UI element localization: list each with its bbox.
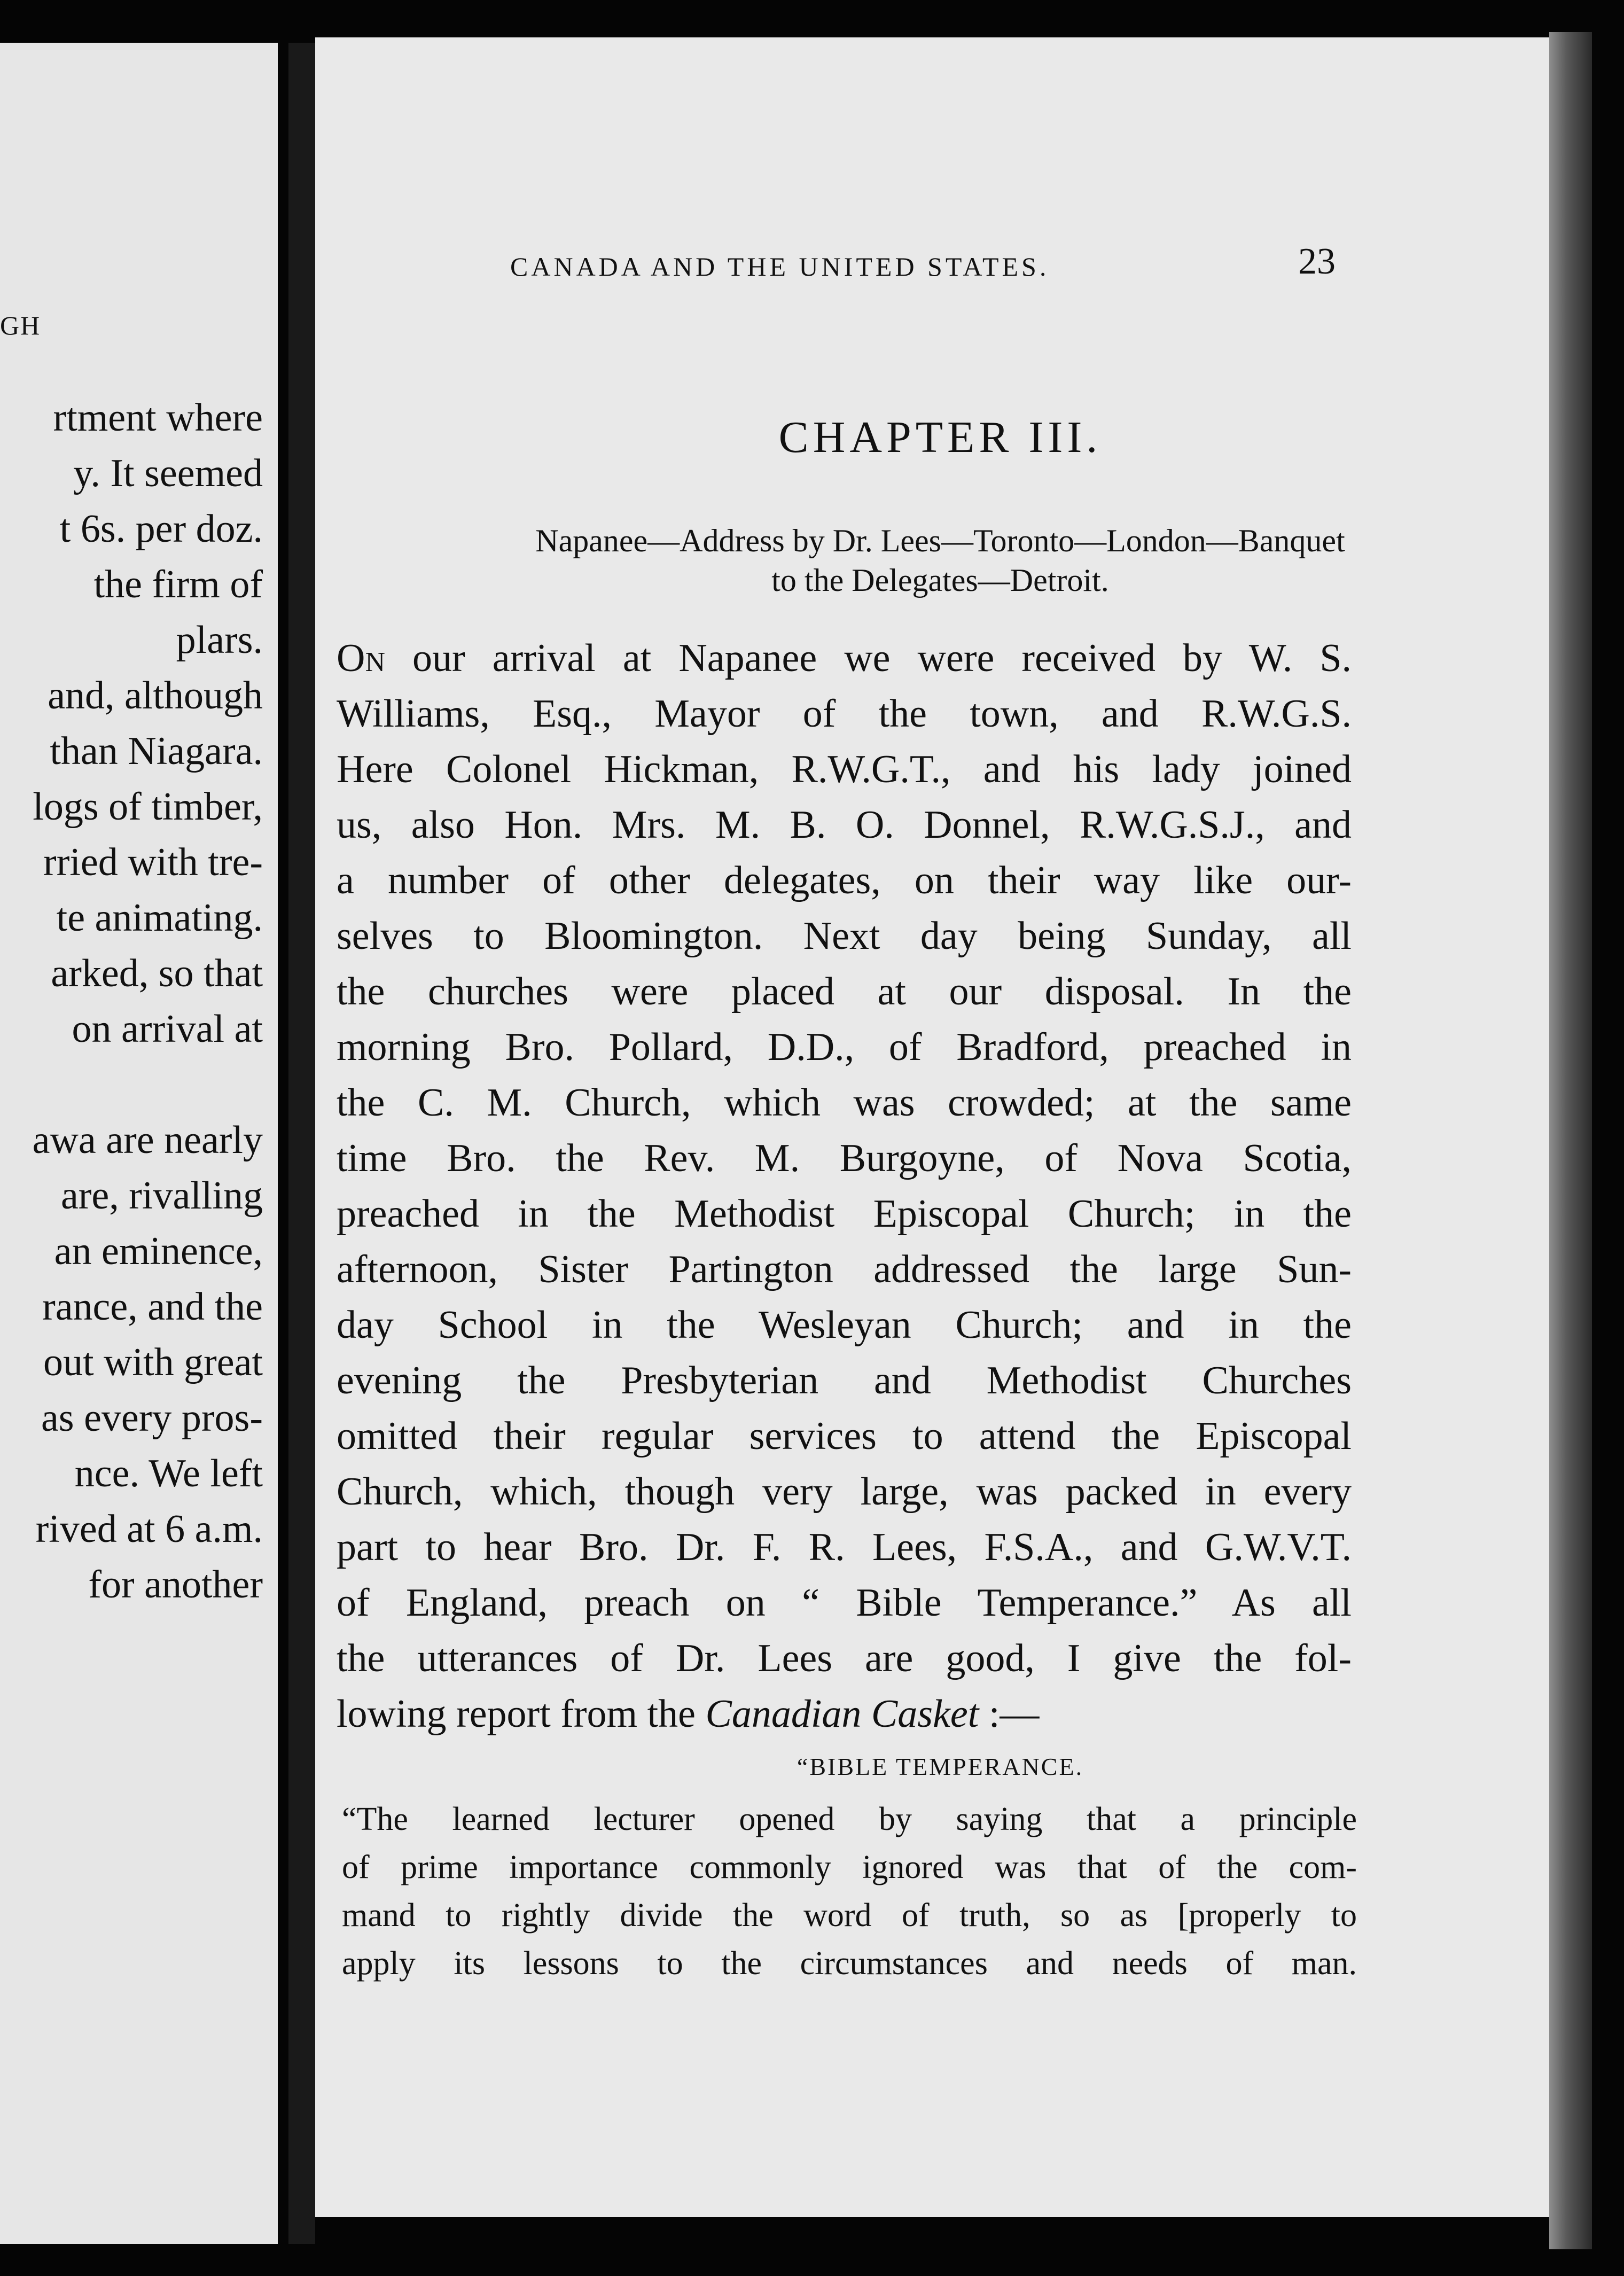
left-page-line: the firm of: [93, 563, 263, 606]
quote-line: of prime importance commonly ignored was that of the com-: [342, 1849, 1357, 1885]
body-line: a number of other delegates, on their way like our-: [337, 859, 1352, 902]
chapter-summary-line: to the Delegates—Detroit.: [771, 563, 1109, 598]
body-line: day School in the Wesleyan Church; and in the: [337, 1303, 1352, 1347]
chapter-summary-line: Napanee—Address by Dr. Lees—Toronto—London—Banquet: [535, 523, 1345, 558]
section-heading: “BIBLE TEMPERANCE.: [797, 1753, 1084, 1780]
body-line: preached in the Methodist Episcopal Church; in the: [337, 1192, 1352, 1236]
left-page-line: rived at 6 a.m.: [35, 1507, 263, 1551]
running-head: CANADA AND THE UNITED STATES.: [510, 252, 1050, 282]
left-page-line: for another: [88, 1563, 263, 1607]
left-page-line: on arrival at: [72, 1007, 263, 1051]
left-page-line: rance, and the: [42, 1285, 263, 1329]
body-line: the churches were placed at our disposal. In the: [337, 970, 1352, 1014]
left-page-fragment: [0, 43, 278, 2244]
left-page-line: logs of timber,: [33, 785, 263, 829]
left-page-line: t 6s. per doz.: [59, 507, 263, 551]
left-page-line: te animating.: [56, 896, 263, 940]
body-text: [337, 630, 1352, 1742]
left-page-line: rtment where: [53, 396, 263, 440]
publication-title: Canadian Casket: [705, 1692, 979, 1736]
body-line-rest: our arrival at Napanee we were received by W. S.: [385, 636, 1352, 680]
left-page-line: nce. We left: [74, 1452, 263, 1495]
body-line: evening the Presbyterian and Methodist Churches: [337, 1359, 1352, 1402]
quote-line: “The learned lecturer opened by saying that a principle: [342, 1801, 1357, 1837]
left-page-line: plars.: [176, 618, 263, 662]
left-page-text: [0, 390, 263, 1612]
body-line: Williams, Esq., Mayor of the town, and R.W.G.S.: [337, 692, 1352, 736]
body-line: morning Bro. Pollard, D.D., of Bradford, preached in: [337, 1025, 1352, 1069]
body-line-suffix: :—: [979, 1692, 1040, 1736]
quote-line: mand to rightly divide the word of truth, so as [properly to: [342, 1897, 1357, 1934]
page-number: 23: [1298, 241, 1336, 282]
left-page-line: are, rivalling: [60, 1174, 263, 1218]
body-line: [337, 630, 1352, 686]
right-page: [315, 37, 1555, 2217]
body-line: Church, which, though very large, was packed in every: [337, 1470, 1352, 1514]
body-line: selves to Bloomington. Next day being Sunday, all: [337, 914, 1352, 958]
body-line: part to hear Bro. Dr. F. R. Lees, F.S.A., and G.W.V.T.: [337, 1525, 1352, 1569]
body-line: omitted their regular services to attend the Episcopal: [337, 1414, 1352, 1458]
body-line-prefix: lowing report from the: [337, 1692, 706, 1736]
body-line: [337, 1686, 1352, 1742]
quoted-report: [342, 1795, 1357, 1987]
body-line: afternoon, Sister Partington addressed the large Sun-: [337, 1248, 1352, 1291]
body-line: Here Colonel Hickman, R.W.G.T., and his lady joined: [337, 747, 1352, 791]
left-page-line: than Niagara.: [50, 729, 263, 773]
body-line: the utterances of Dr. Lees are good, I give the fol-: [337, 1636, 1352, 1680]
left-page-running-head: GH: [0, 310, 41, 340]
quote-line: apply its lessons to the circumstances and needs of man.: [342, 1945, 1357, 1982]
left-page-line: and, although: [48, 674, 263, 718]
left-page-line: awa are nearly: [32, 1118, 263, 1162]
chapter-summary: [337, 521, 1544, 600]
body-line: of England, preach on “ Bible Temperance.” As all: [337, 1581, 1352, 1625]
left-page-line: an eminence,: [54, 1229, 263, 1273]
book-gutter: [288, 43, 315, 2244]
left-page-line: as every pros-: [41, 1396, 263, 1440]
drop-word: On: [337, 636, 385, 680]
left-page-line: y. It seemed: [73, 451, 263, 495]
left-page-line: rried with tre-: [43, 840, 263, 884]
body-line: time Bro. the Rev. M. Burgoyne, of Nova Scotia,: [337, 1136, 1352, 1180]
left-page-line: [0, 1057, 263, 1112]
left-page-line: arked, so that: [51, 952, 263, 995]
chapter-title: CHAPTER III.: [778, 412, 1102, 462]
body-line: us, also Hon. Mrs. M. B. O. Donnel, R.W.G.S.J., and: [337, 803, 1352, 847]
left-page-line: out with great: [43, 1340, 263, 1384]
body-line: the C. M. Church, which was crowded; at the same: [337, 1081, 1352, 1125]
page-edge: [1549, 32, 1592, 2249]
